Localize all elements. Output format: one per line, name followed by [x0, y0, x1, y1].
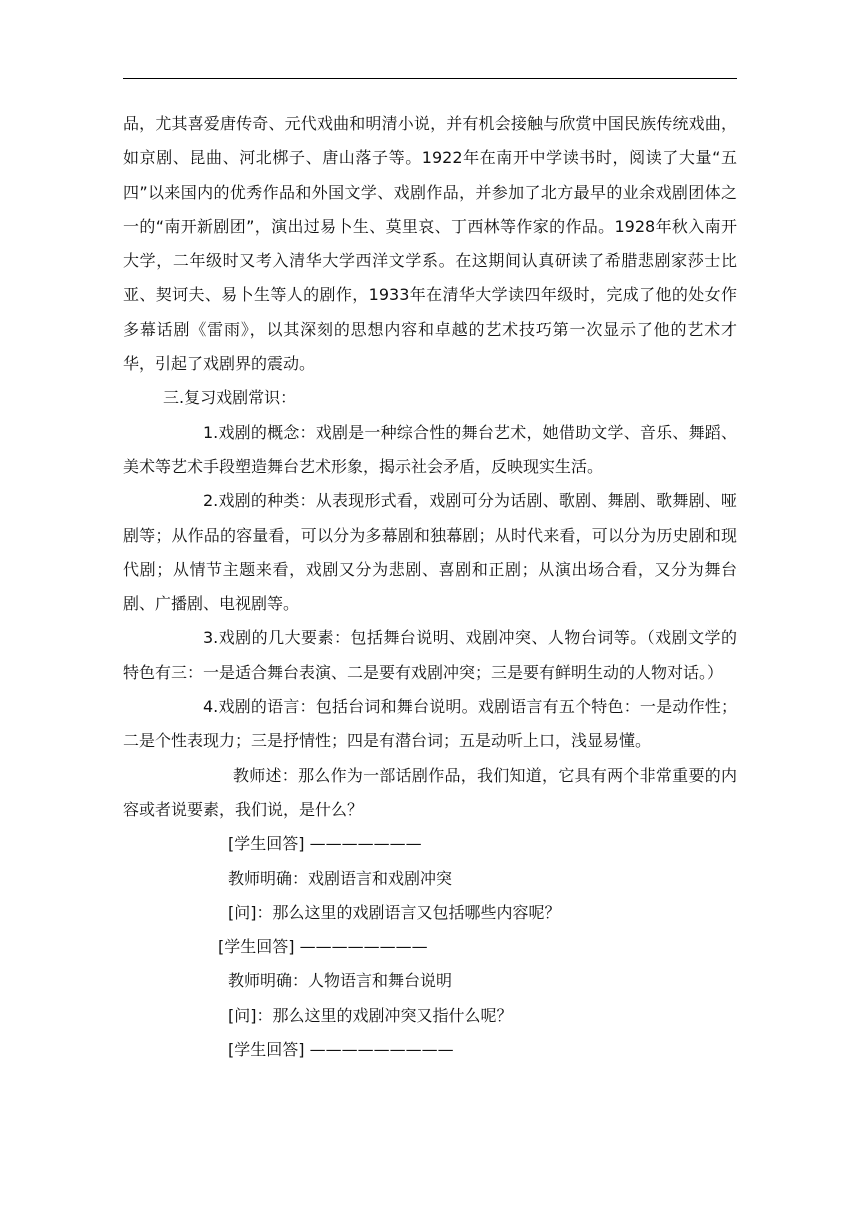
dialogue-line: [学生回答] ———————— — [218, 937, 428, 957]
dialogue-line: [学生回答] ——————— — [228, 834, 422, 854]
teacher-statement: 教师述：那么作为一部话剧作品，我们知道，它具有两个非常重要的内容或者说要素，我们说，是什么？ — [123, 765, 737, 819]
biography-paragraph: 品，尤其喜爱唐传奇、元代戏曲和明清小说，并有机会接触与欣赏中国民族传统戏曲，如京剧、昆曲、河北梆子、唐山落子等。1922年在南开中学读书时，阅读了大量“五四”以来国内的优秀作品和外国文学、戏剧作品，并参加了北方最早的业余戏剧团体之一的“南开新剧团”，演出过易卜生、莫里哀、丁西林等作家的作品。1928年秋入南开大学，二年级时又考入清华大学西洋文学系。在这期间认真研读了希腊悲剧家莎士比亚、契诃夫、易卜生等人的剧作，1933年在清华大学读四年级时，完成了他的处女作多幕话剧《雷雨》，以其深刻的思想内容和卓越的艺术技巧第一次显示了他的艺术才华，引起了戏剧界的震动。 — [123, 114, 737, 374]
dialogue-line: [问]：那么这里的戏剧冲突又指什么呢？ — [228, 1005, 513, 1025]
item-drama-language: 4.戏剧的语言：包括台词和舞台说明。戏剧语言有五个特色：一是动作性；二是个性表现力；三是抒情性；四是有潜台词；五是动听上口，浅显易懂。 — [123, 697, 737, 751]
item-drama-elements: 3.戏剧的几大要素：包括舞台说明、戏剧冲突、人物台词等。（戏剧文学的特色有三：一是适合舞台表演、二是要有戏剧冲突；三是要有鲜明生动的人物对话。） — [123, 628, 737, 682]
dialogue-line: 教师明确：人物语言和舞台说明 — [228, 971, 453, 991]
dialogue-line: 教师明确：戏剧语言和戏剧冲突 — [228, 868, 453, 888]
header-rule — [123, 78, 737, 79]
item-drama-concept: 1.戏剧的概念：戏剧是一种综合性的舞台艺术，她借助文学、音乐、舞蹈、美术等艺术手段塑造舞台艺术形象，揭示社会矛盾，反映现实生活。 — [123, 422, 737, 476]
dialogue-line: [问]：那么这里的戏剧语言又包括哪些内容呢？ — [228, 902, 561, 922]
section-heading: 三.复习戏剧常识： — [163, 388, 297, 408]
item-drama-types: 2.戏剧的种类：从表现形式看，戏剧可分为话剧、歌剧、舞剧、歌舞剧、哑剧等；从作品的容量看，可以分为多幕剧和独幕剧；从时代来看，可以分为历史剧和现代剧；从情节主题来看，戏剧又分为悲剧、喜剧和正剧；从演出场合看，又分为舞台剧、广播剧、电视剧等。 — [123, 491, 737, 614]
dialogue-line: [学生回答] ————————— — [228, 1040, 454, 1060]
document-body — [123, 107, 737, 1067]
